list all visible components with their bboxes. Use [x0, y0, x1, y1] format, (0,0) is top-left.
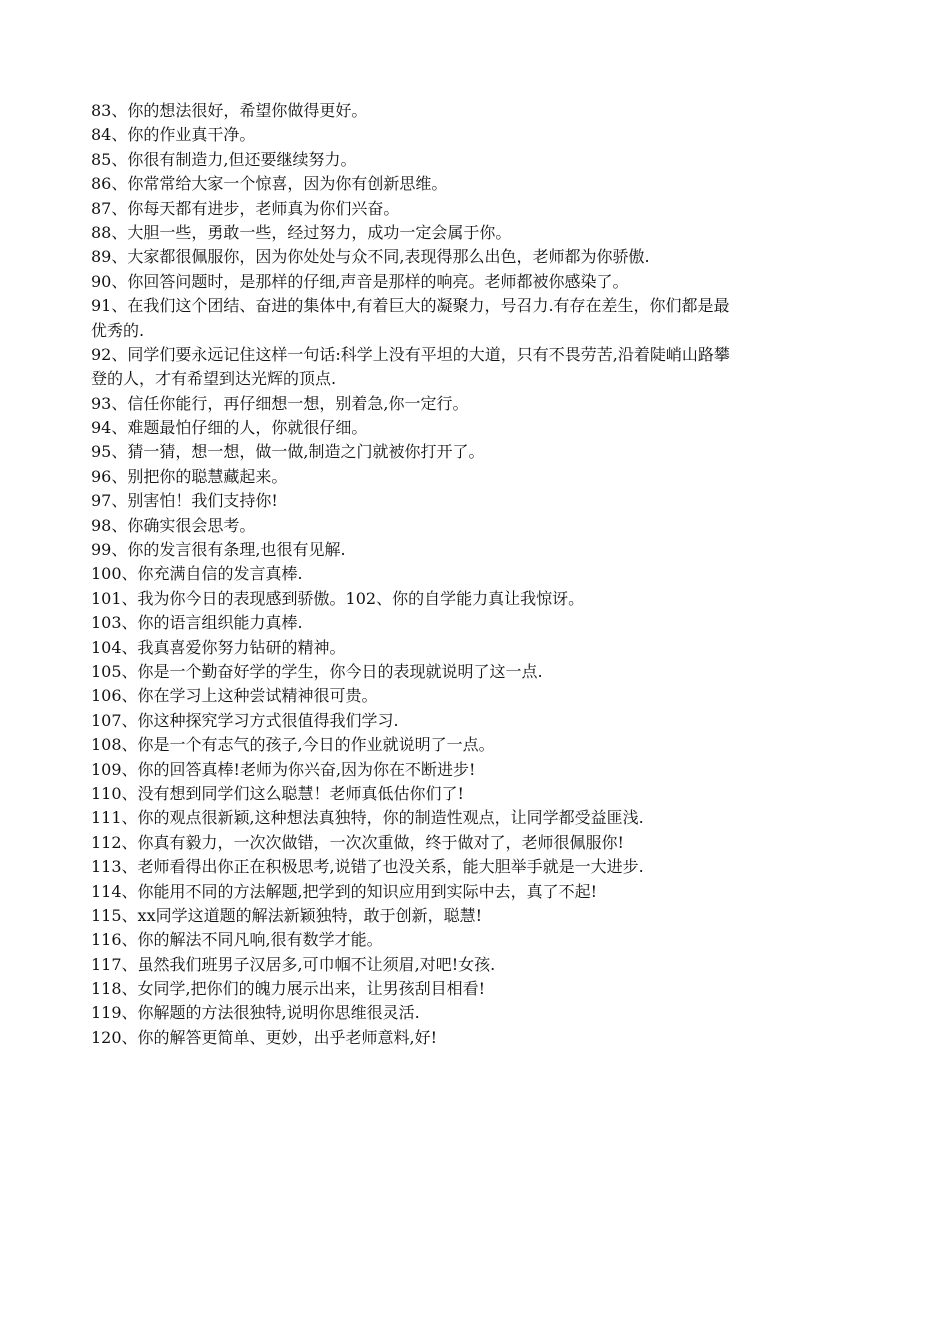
- text-line-113: 113、老师看得出你正在积极思考,说错了也没关系，能大胆举手就是一大进步.: [91, 857, 644, 877]
- text-line-99: 99、你的发言很有条理,也很有见解.: [91, 540, 346, 560]
- text-line-107: 107、你这种探究学习方式很值得我们学习.: [91, 710, 399, 730]
- text-line-85: 85、你很有制造力,但还要继续努力。: [91, 149, 357, 169]
- text-line-106: 106、你在学习上这种尝试精神很可贵。: [91, 686, 378, 706]
- text-line-100: 100、你充满自信的发言真棒.: [91, 564, 303, 584]
- text-line-117: 117、虽然我们班男子汉居多,可巾帼不让须眉,对吧!女孩.: [91, 954, 496, 974]
- text-line-90: 90、你回答问题时，是那样的仔细,声音是那样的响亮。老师都被你感染了。: [91, 271, 629, 291]
- document-body: [91, 99, 866, 1050]
- text-line-111: 111、你的观点很新颖,这种想法真独特，你的制造性观点，让同学都受益匪浅.: [91, 808, 644, 828]
- text-line-110: 110、没有想到同学们这么聪慧！老师真低估你们了!: [91, 783, 464, 803]
- text-line-84: 84、你的作业真干净。: [91, 125, 256, 145]
- text-line-114: 114、你能用不同的方法解题,把学到的知识应用到实际中去，真了不起!: [91, 881, 598, 901]
- text-line-92-cont: 登的人，才有希望到达光辉的顶点.: [91, 369, 337, 389]
- text-line-88: 88、大胆一些，勇敢一些，经过努力，成功一定会属于你。: [91, 222, 512, 242]
- text-line-91: 91、在我们这个团结、奋进的集体中,有着巨大的凝聚力，号召力.有存在差生，你们都是最: [91, 296, 730, 316]
- text-line-115: 115、xx同学这道题的解法新颖独特，敢于创新，聪慧!: [91, 905, 483, 925]
- text-line-109: 109、你的回答真棒!老师为你兴奋,因为你在不断进步!: [91, 759, 476, 779]
- text-line-104: 104、我真喜爱你努力钻研的精神。: [91, 637, 346, 657]
- text-line-95: 95、猜一猜，想一想，做一做,制造之门就被你打开了。: [91, 442, 485, 462]
- text-line-89: 89、大家都很佩服你，因为你处处与众不同,表现得那么出色，老师都为你骄傲.: [91, 247, 650, 267]
- text-line-112: 112、你真有毅力，一次次做错，一次次重做，终于做对了，老师很佩服你!: [91, 832, 624, 852]
- text-line-86: 86、你常常给大家一个惊喜，因为你有创新思维。: [91, 174, 448, 194]
- text-line-119: 119、你解题的方法很独特,说明你思维很灵活.: [91, 1003, 420, 1023]
- text-line-91-cont: 优秀的.: [91, 320, 145, 340]
- text-line-118: 118、女同学,把你们的魄力展示出来，让男孩刮目相看!: [91, 979, 486, 999]
- text-line-92: 92、同学们要永远记住这样一句话:科学上没有平坦的大道，只有不畏劳苦,沿着陡峭山路攀: [91, 344, 730, 364]
- text-line-83: 83、你的想法很好，希望你做得更好。: [91, 101, 368, 120]
- text-line-103: 103、你的语言组织能力真棒.: [91, 613, 303, 633]
- text-line-87: 87、你每天都有进步，老师真为你们兴奋。: [91, 198, 400, 218]
- text-line-108: 108、你是一个有志气的孩子,今日的作业就说明了一点。: [91, 735, 495, 755]
- text-line-101: 101、我为你今日的表现感到骄傲。102、你的自学能力真让我惊讶。: [91, 588, 585, 608]
- text-line-96: 96、别把你的聪慧藏起来。: [91, 466, 288, 486]
- text-line-105: 105、你是一个勤奋好学的学生，你今日的表现就说明了这一点.: [91, 661, 543, 681]
- text-line-94: 94、难题最怕仔细的人，你就很仔细。: [91, 418, 368, 438]
- text-line-97: 97、别害怕！我们支持你!: [91, 491, 278, 511]
- text-line-98: 98、你确实很会思考。: [91, 515, 256, 535]
- text-line-120: 120、你的解答更简单、更妙，出乎老师意料,好!: [91, 1027, 438, 1047]
- text-line-93: 93、信任你能行，再仔细想一想，别着急,你一定行。: [91, 393, 469, 413]
- text-line-116: 116、你的解法不同凡响,很有数学才能。: [91, 930, 383, 950]
